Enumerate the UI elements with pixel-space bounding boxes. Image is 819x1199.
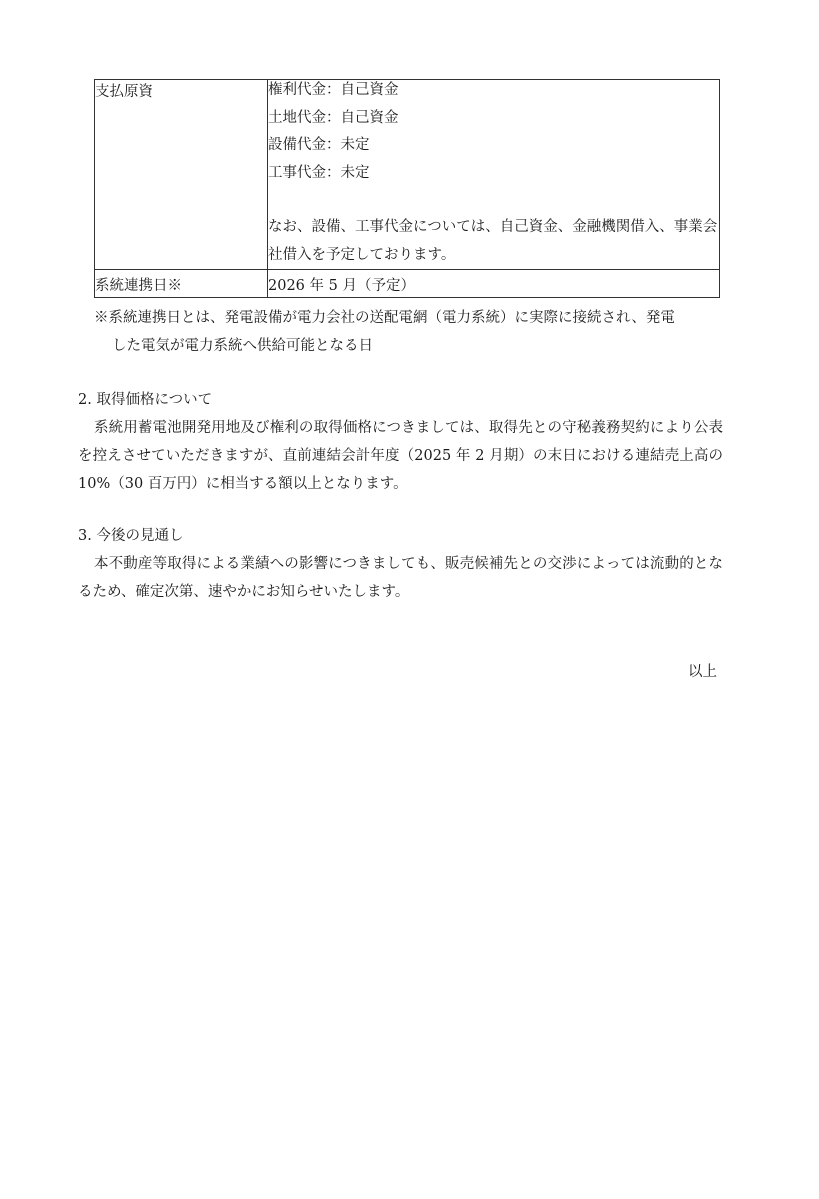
section-acquisition-price <box>78 386 723 498</box>
funding-label: 支払原資 <box>95 80 268 270</box>
section-body: 系統用蓄電池開発用地及び権利の取得価格につきましては、取得先との守秘義務契約により公表を控えさせていただきますが、直前連結会計年度（2025 年 2 月期）の末日における連結売上高の 10%（30 百万円）に相当する額以上となります。 <box>78 420 723 492</box>
footnote-line: ※系統連携日とは、発電設備が電力会社の送配電網（電力系統）に実際に接続され、発電 <box>94 310 675 326</box>
funding-line: 工事代金：未定 <box>268 164 370 181</box>
funding-line: 土地代金：自己資金 <box>268 109 399 126</box>
section-body: 本不動産等取得による業績への影響につきましても、販売候補先との交渉によっては流動的となるため、確定次第、速やかにお知らせいたします。 <box>78 556 723 600</box>
section-heading: 2. 取得価格について <box>78 392 213 408</box>
table-row-funding <box>95 80 720 270</box>
details-table <box>94 79 720 298</box>
grid-connection-value: 2026 年 5 月（予定） <box>268 270 720 298</box>
grid-connection-label: 系統連携日※ <box>95 270 268 298</box>
section-outlook <box>78 522 723 606</box>
funding-value <box>268 80 720 270</box>
grid-connection-footnote <box>94 304 724 360</box>
funding-line: 設備代金：未定 <box>268 137 370 153</box>
table-row-grid-connection <box>95 270 720 298</box>
closing-remark: 以上 <box>688 664 717 680</box>
funding-note: なお、設備、工事代金については、自己資金、金融機関借入、事業会社借入を予定しております。 <box>268 219 718 263</box>
funding-line: 権利代金：自己資金 <box>268 82 399 98</box>
footnote-line: した電気が電力系統へ供給可能となる日 <box>112 338 373 354</box>
section-heading: 3. 今後の見通し <box>78 528 184 544</box>
